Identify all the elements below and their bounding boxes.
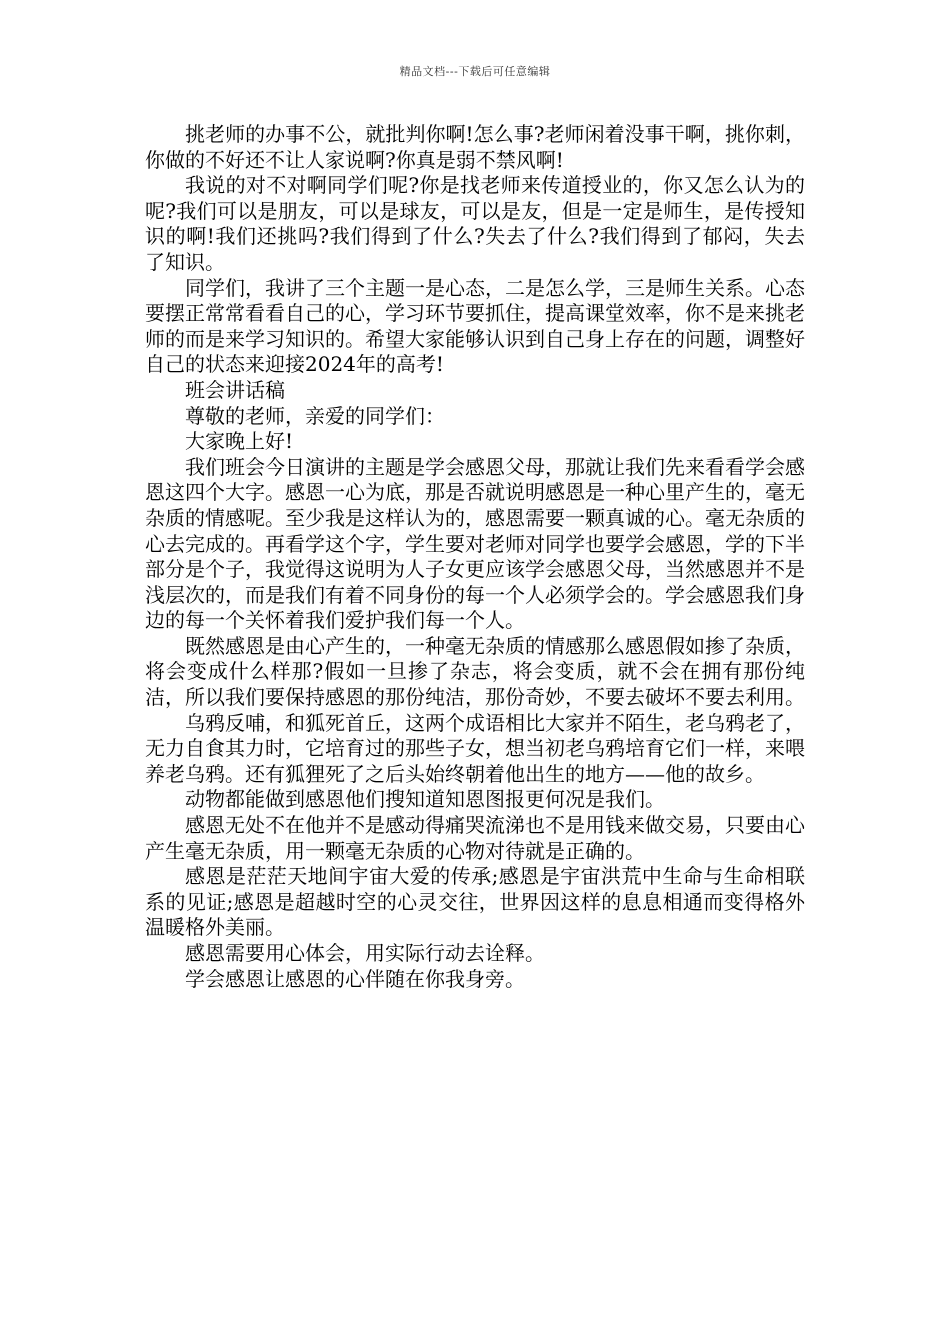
paragraph: 感恩无处不在他并不是感动得痛哭流涕也不是用钱来做交易，只要由心产生毫无杂质，用一颗毫无杂质的心物对待就是正确的。 (145, 813, 805, 863)
section-heading: 班会讲话稿 (185, 377, 285, 402)
paragraph: 既然感恩是由心产生的，一种毫无杂质的情感那么感恩假如掺了杂质，将会变成什么样那?假如一旦掺了杂志，将会变质，就不会在拥有那份纯洁，所以我们要保持感恩的那份纯洁，那份奇妙，不要去破坏不要去利用。 (145, 633, 805, 710)
document-body (145, 122, 805, 992)
paragraph: 我们班会今日演讲的主题是学会感恩父母，那就让我们先来看看学会感恩这四个大字。感恩一心为底，那是否就说明感恩是一种心里产生的，毫无杂质的情感呢。至少我是这样认为的，感恩需要一颗真诚的心。毫无杂质的心去完成的。再看学这个字，学生要对老师对同学也要学会感恩，学的下半部分是个子，我觉得这说明为人子女更应该学会感恩父母，当然感恩并不是浅层次的，而是我们有着不同身份的每一个人必须学会的。学会感恩我们身边的每一个关怀着我们爱护我们每一个人。 (145, 454, 805, 633)
paragraph: 学会感恩让感恩的心伴随在你我身旁。 (185, 966, 525, 991)
paragraph: 动物都能做到感恩他们搜知道知恩图报更何况是我们。 (185, 787, 665, 812)
greeting: 大家晚上好! (185, 429, 294, 454)
paragraph: 挑老师的办事不公，就批判你啊!怎么事?老师闲着没事干啊，挑你刺，你做的不好还不让人家说啊?你真是弱不禁风啊! (145, 122, 805, 172)
page-header: 精品文档---下载后可任意编辑 (399, 65, 551, 78)
paragraph: 我说的对不对啊同学们呢?你是找老师来传道授业的，你又怎么认为的呢?我们可以是朋友，可以是球友，可以是友，但是一定是师生，是传授知识的啊!我们还挑吗?我们得到了什么?失去了什么?我们得到了郁闷，失去了知识。 (145, 173, 805, 274)
salutation: 尊敬的老师，亲爱的同学们： (185, 403, 445, 428)
paragraph: 乌鸦反哺，和狐死首丘，这两个成语相比大家并不陌生，老乌鸦老了，无力自食其力时，它培育过的那些子女，想当初老乌鸦培育它们一样，来喂养老乌鸦。还有狐狸死了之后头始终朝着他出生的地方——他的故乡。 (145, 710, 805, 786)
paragraph: 感恩需要用心体会，用实际行动去诠释。 (185, 941, 545, 965)
paragraph: 同学们，我讲了三个主题一是心态，二是怎么学，三是师生关系。心态要摆正常常看看自己的心，学习环节要抓住，提高课堂效率，你不是来挑老师的而是来学习知识的。希望大家能够认识到自己身上存在的问题，调整好自己的状态来迎接2024年的高考! (145, 275, 805, 377)
paragraph: 感恩是茫茫天地间宇宙大爱的传承;感恩是宇宙洪荒中生命与生命相联系的见证;感恩是超越时空的心灵交往，世界因这样的息息相通而变得格外温暖格外美丽。 (145, 864, 805, 940)
